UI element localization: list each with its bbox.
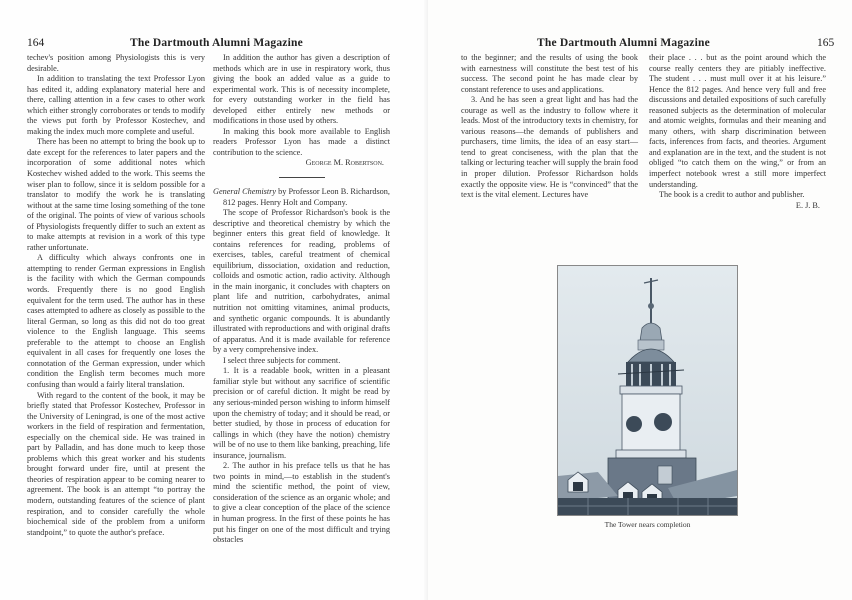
paragraph: their place . . . but as the point around which the course really centers they are pitiably ineffective. The student . . . must mull over it at his leisure.” Hence the 812 pages. And hence very full and free discussions and detailed expositions of such carefully reasoned subjects as the determination of molecular and atomic weights, formulas and their meaning and many others, with sharp discrimination between facts, inferences from facts, and theories. Argument and explanation are in the text, and the student is not obliged “to catch them on the wing,” or from an imperfect notebook wrest a still more imperfect understanding.	[649, 53, 826, 189]
paragraph: The scope of Professor Richardson's book is the descriptive and theoretical chemistry by which the beginner enters this great field of knowledge. It contains references for reading, problems of exercises, tables, careful treatment of chemical equilibrium, dissociation, oxidation and reduction, colloids and osmotic action, radio activity. Although in the main inorganic, it concludes with chapters on plant life and nutrition, carbohydrates, animal nutrition not omitting vitamines, animal products, and synthetic organic compounds. It is abundantly illustrated with reproductions and with original drafts of apparatus. And it is made available for reference by a very comprehensive index.	[213, 208, 390, 355]
reviewer-signature: George M. Robertson.	[305, 158, 384, 168]
paragraph: In addition to translating the text Professor Lyon has edited it, adding explanatory material here and there, calling attention in a few cases to other work which either strongly corroborates or tends to modify the views put forth by Professor Kostechev, and making the index much more complete and useful.	[27, 74, 205, 136]
running-head-left: The Dartmouth Alumni Magazine	[130, 37, 303, 49]
book-title: General Chemistry	[213, 187, 277, 197]
page-number-left: 164	[27, 37, 45, 49]
paragraph: With regard to the content of the book, it may be briefly stated that Professor Kostechev, Professor in the University of Leningrad, is one of the most active workers in the field of respiration and fermentation, especially on the chemical side. He was trained in part by Palladin, and has done much to keep those problems which this great worker and his students brought forward under fire, until at present the theories of respiration appear to be coming nearer to agreement. The book is an attempt “to portray the modern, outstanding features of the science of plant respiration, and to consider carefully the whole biochemical side of the problem from a uniform standpoint,” to quote the author's preface.	[27, 390, 205, 537]
page-number-right: 165	[817, 37, 835, 49]
right-page-column-2	[649, 53, 826, 211]
tower-photo	[557, 265, 738, 516]
photo-caption: The Tower nears completion	[604, 520, 691, 529]
running-head-right: The Dartmouth Alumni Magazine	[537, 37, 710, 49]
paragraph: 3. And he has seen a great light and has had the courage as well as the industry to follow where it leads. Most of the introductory texts in chemistry, for various reasons—the demands of publishers and purchasers, time limits, the idea of an easy start—tend to great conciseness, with the plan that the talking or lecturing teacher will supply the brain food in proper dilution. Professor Richardson holds exactly the opposite view. He is “convinced” that the text is the vital element. Lectures have	[461, 95, 638, 200]
paragraph: to the beginner; and the results of using the book with earnestness will constitute the best test of his success. The second point he has made clear by constant reference to uses and applications.	[461, 53, 638, 94]
paragraph: There has been no attempt to bring the book up to date except for the references to later papers and the incorporation of some additional notes which Kostechev wished added to the work. This seems the wiser plan to follow, since it is seldom possible for a translator to modify the work he is translating without at the same time losing something of the tone of the original. The points of view of various schools of Physiologists frequently differ to such an extent as to make attempts at revision in a work of this type rather unfortunate.	[27, 137, 205, 252]
review-citation	[213, 187, 390, 208]
paragraph: In addition the author has given a description of methods which are in use in respiratory work, thus giving the book an added value as a guide to experimental work. This is of necessity incomplete, for every outstanding worker in the field has developed either entirely new methods or modifications in those used by others.	[213, 53, 390, 126]
paragraph: I select three subjects for comment.	[223, 355, 341, 365]
paragraph: techev's position among Physiologists this is very desirable.	[27, 53, 205, 73]
paragraph: The book is a credit to author and publisher.	[659, 190, 805, 200]
paragraph: 2. The author in his preface tells us that he has two points in mind,—to establish in the student's mind the scientific method, the point of view, consideration of the science as an organic whole; and to give a clear conception of the place of the science in human progress. In the first of these points he has put his finger on one of the most difficult and trying obstacles	[213, 461, 390, 545]
reviewer-signature: E. J. B.	[795, 200, 820, 210]
section-divider	[279, 177, 325, 178]
paragraph: A difficulty which always confronts one in attempting to render German expressions in English is the facility with which the German compounds words. Frequently there is no good English equivalent for the term used. The author has in these cases attempted to adhere as closely as possible to the literal German, so long as this did not do too great violence to the English language. This seems preferable to the attempt to choose an English equivalent in all cases for frequently one loses the connotation of the German expression, under which condition the English term becomes much more confusing than would a fairly literal translation.	[27, 253, 205, 389]
paragraph: In making this book more available to English readers Professor Lyon has made a distinct contribution to the science.	[213, 126, 390, 157]
paragraph: 1. It is a readable book, written in a pleasant familiar style but without any sacrifice of scientific precision or of careful diction. It might be read by any serious-minded person wishing to inform himself upon the chemistry of today; and it should be read, or better studied, by those in process of education for callings in which (they have the notion) chemistry will be of no use to them like banking, preaching, life insurance, journalism.	[213, 366, 390, 460]
left-page-column-2	[213, 53, 390, 546]
right-page-column-1	[461, 53, 638, 201]
left-page-column-1	[27, 53, 205, 538]
tower-photo-icon	[558, 266, 737, 515]
book-details: by Professor Leon B. Richardson, 812 pages. Henry Holt and Company.	[223, 187, 390, 207]
